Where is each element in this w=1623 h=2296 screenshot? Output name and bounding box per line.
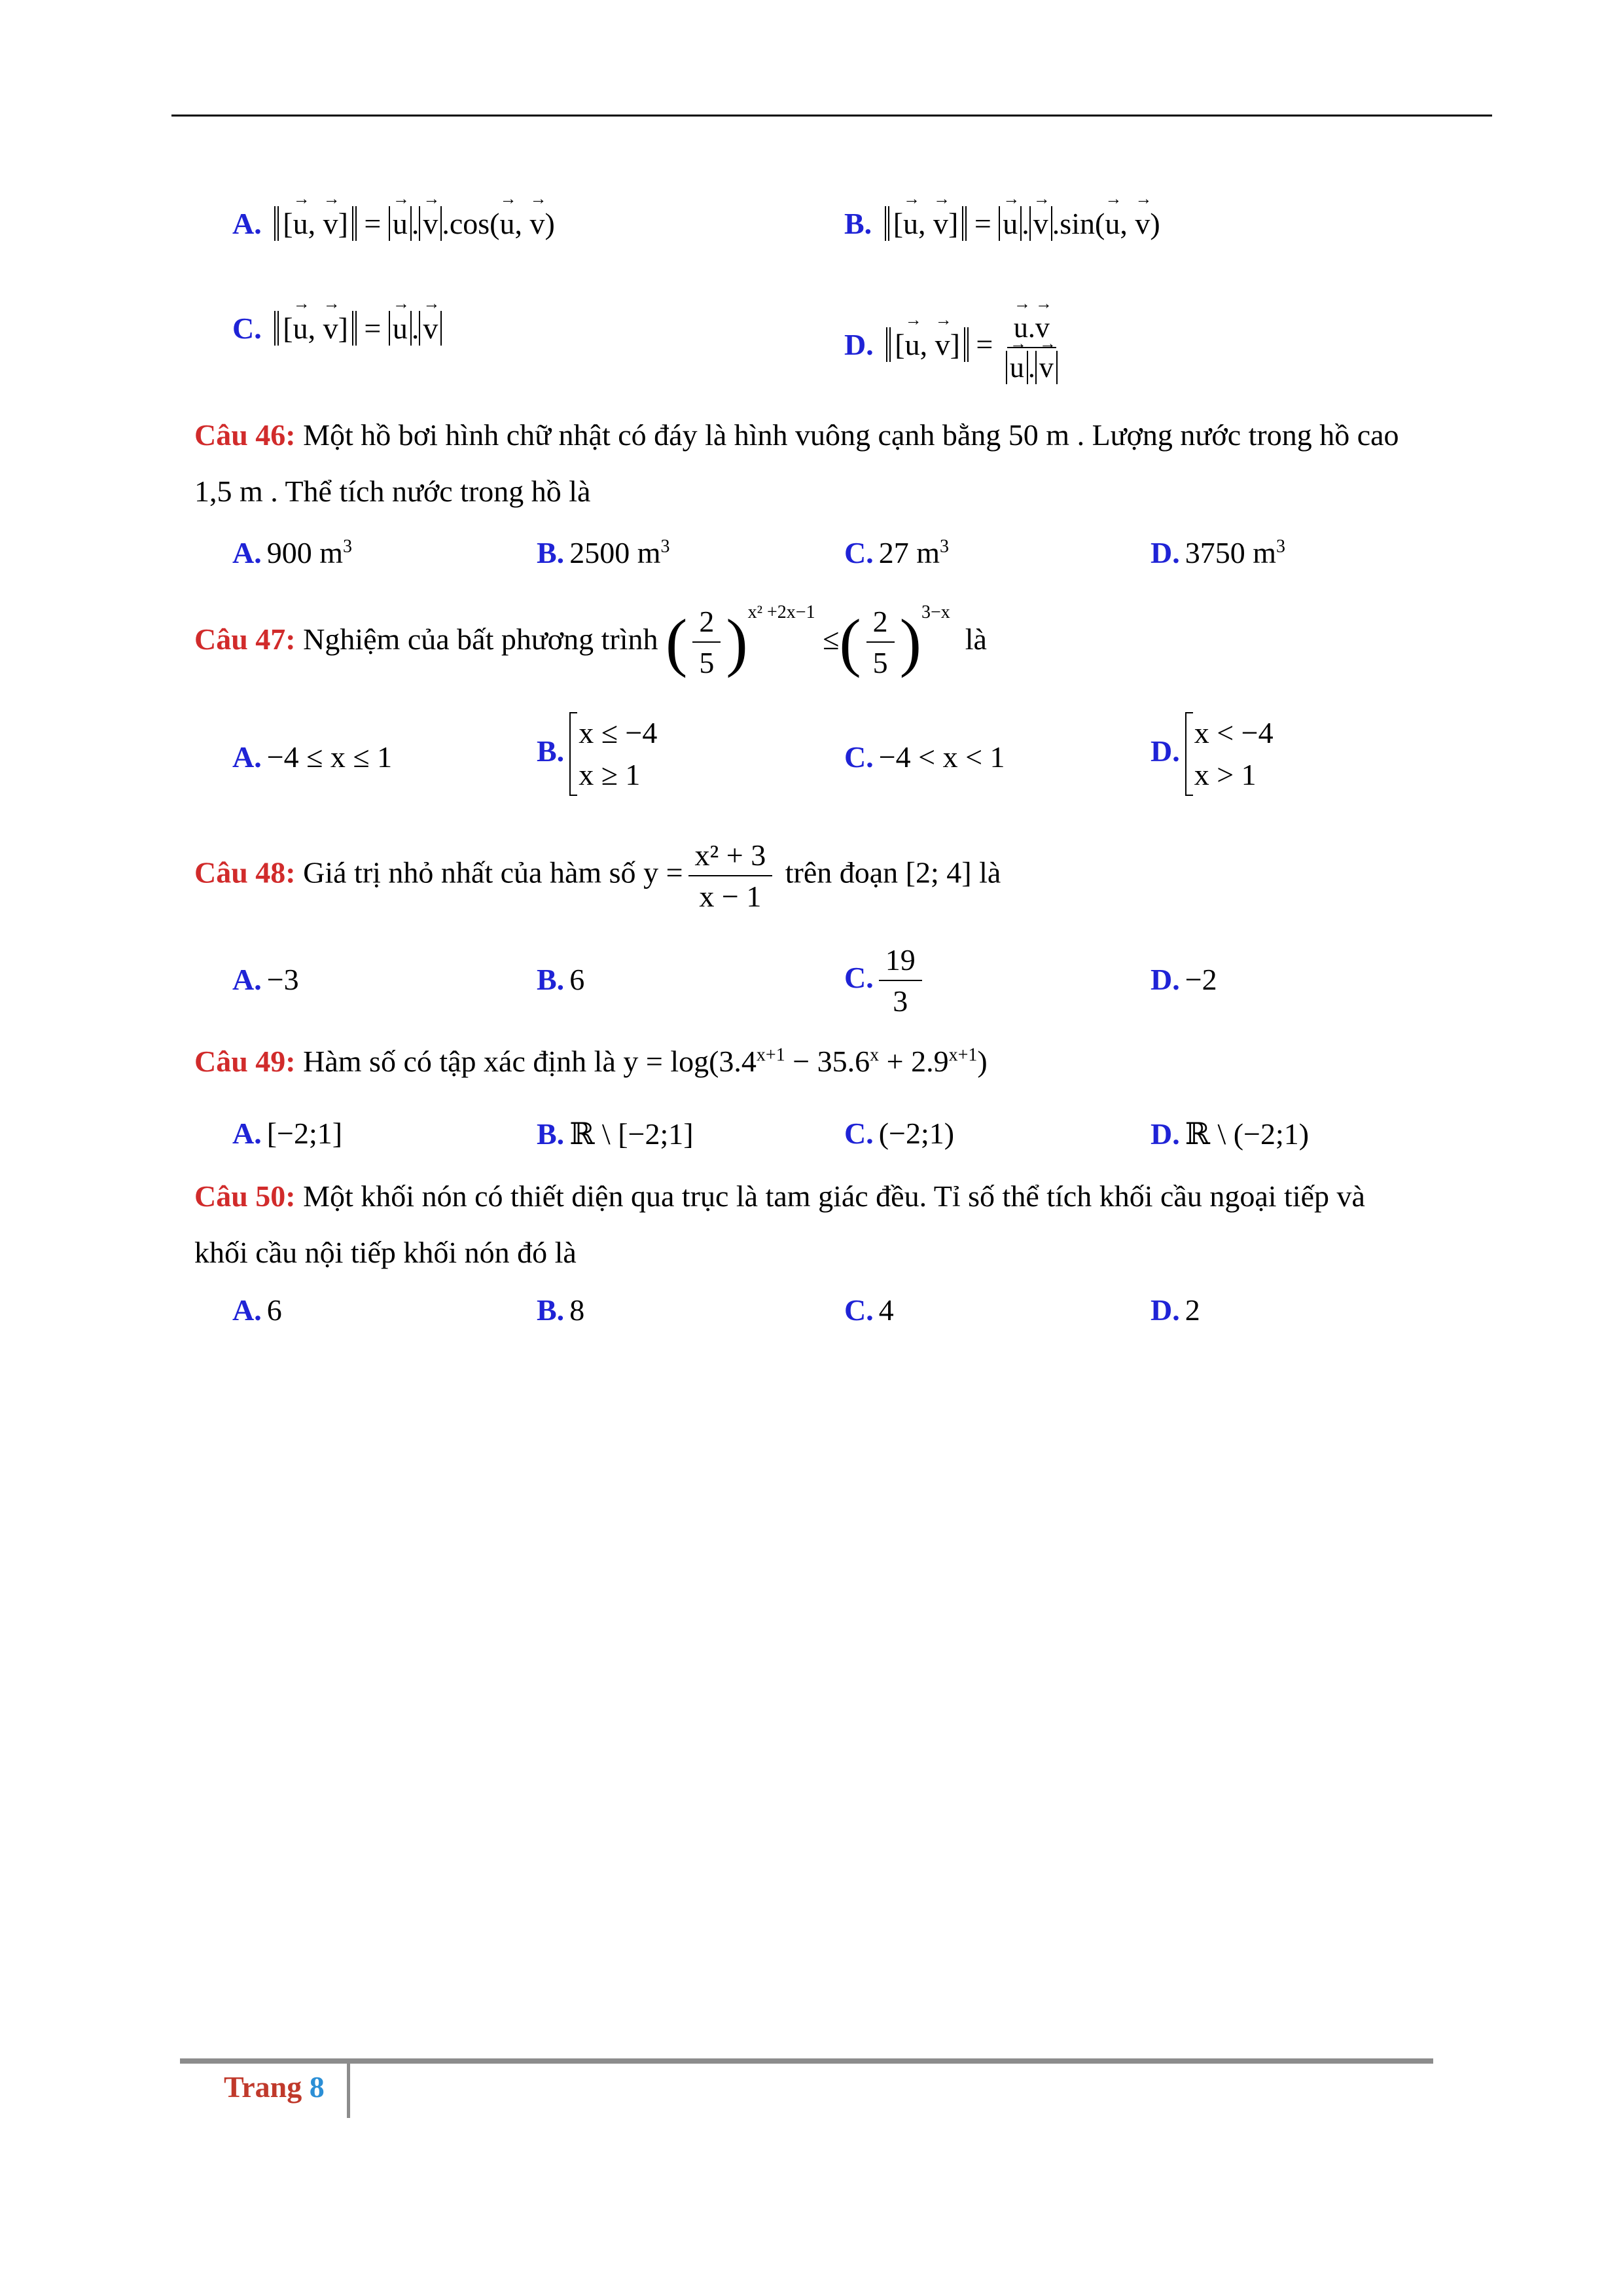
q48-option-b[interactable]: B. 6 xyxy=(537,963,585,996)
q48-option-c[interactable]: C. $\frac{19}{3}$ xyxy=(844,942,927,1018)
q50-option-a[interactable]: A. 6 xyxy=(232,1293,282,1327)
q48-option-a[interactable]: A. −3 xyxy=(232,963,299,996)
q46-stem: Câu 46: Một hồ bơi hình chữ nhật có đáy là hình vuông cạnh bằng 50 m . Lượng nước trong hồ cao 1,5 m . Thể tích nước trong hồ là xyxy=(194,418,1399,508)
q50-option-b[interactable]: B. 8 xyxy=(537,1293,585,1327)
q46-option-d[interactable]: D. 3750 $m^3$ xyxy=(1150,536,1286,569)
q49-option-c[interactable]: C. (−2;1) xyxy=(844,1117,955,1150)
q45-option-d[interactable]: D. [→ u, → v] = → u.→ v → u .→ v xyxy=(844,311,1063,384)
q46-option-a[interactable]: A. 900 $m^3$ xyxy=(232,536,353,569)
footer-divider xyxy=(347,2062,350,2118)
q47-option-d[interactable]: D. x < −4 x > 1 xyxy=(1150,712,1274,796)
q45-option-a[interactable]: A. [→ u, → v] = → u .→ v .cos(→ u, → v) xyxy=(232,206,555,241)
header-rule xyxy=(171,115,1492,117)
q50-stem: Câu 50: Một khối nón có thiết diện qua trục là tam giác đều. Tỉ số thể tích khối cầu ngoại tiếp và khối cầu nội tiếp khối nón đó là xyxy=(194,1179,1365,1269)
page-number: 8 xyxy=(309,2070,325,2104)
q49-option-a[interactable]: A. [−2;1] xyxy=(232,1117,343,1150)
footer-rule xyxy=(180,2058,1433,2064)
q46-option-b[interactable]: B. 2500 $m^3$ xyxy=(537,536,670,569)
page-footer: Trang 8 xyxy=(224,2070,325,2104)
q47-stem: Câu 47: Nghiệm của bất phương trình ( $\frac{2}{5}$ )$^{x^2 +2x-1}$ ≤( $\frac{2}{5}$ )$^{3-x}$ là xyxy=(194,602,987,680)
q48-option-d[interactable]: D. −2 xyxy=(1150,963,1217,996)
q49-stem: Câu 49: Hàm số có tập xác định là $y = \log(3.4^{x+1} - 35.6^x + 2.9^{x+1})$ xyxy=(194,1045,988,1078)
q47-option-c[interactable]: C. −4 < x < 1 xyxy=(844,740,1005,774)
q45-option-c[interactable]: C. [→ u, → v] = → u .→ v xyxy=(232,311,442,346)
q47-option-a[interactable]: A. −4 ≤ x ≤ 1 xyxy=(232,740,393,774)
q48-stem: Câu 48: Giá trị nhỏ nhất của hàm số y = $\frac{\text{x² + 3}}{x - 1}$ trên đoạn [2; 4] là xyxy=(194,838,1001,913)
q49-option-d[interactable]: D. ℝ \ (−2;1) xyxy=(1150,1117,1310,1151)
q46-option-c[interactable]: C. 27 $m^3$ xyxy=(844,536,950,569)
q47-option-b[interactable]: B. x ≤ −4 x ≥ 1 xyxy=(537,712,657,796)
q50-option-d[interactable]: D. 2 xyxy=(1150,1293,1200,1327)
q49-option-b[interactable]: B. ℝ \ [−2;1] xyxy=(537,1117,694,1151)
q50-option-c[interactable]: C. 4 xyxy=(844,1293,894,1327)
q45-option-b[interactable]: B. [→ u, → v] = → u .→ v .sin(→ u, → v) xyxy=(844,206,1160,241)
